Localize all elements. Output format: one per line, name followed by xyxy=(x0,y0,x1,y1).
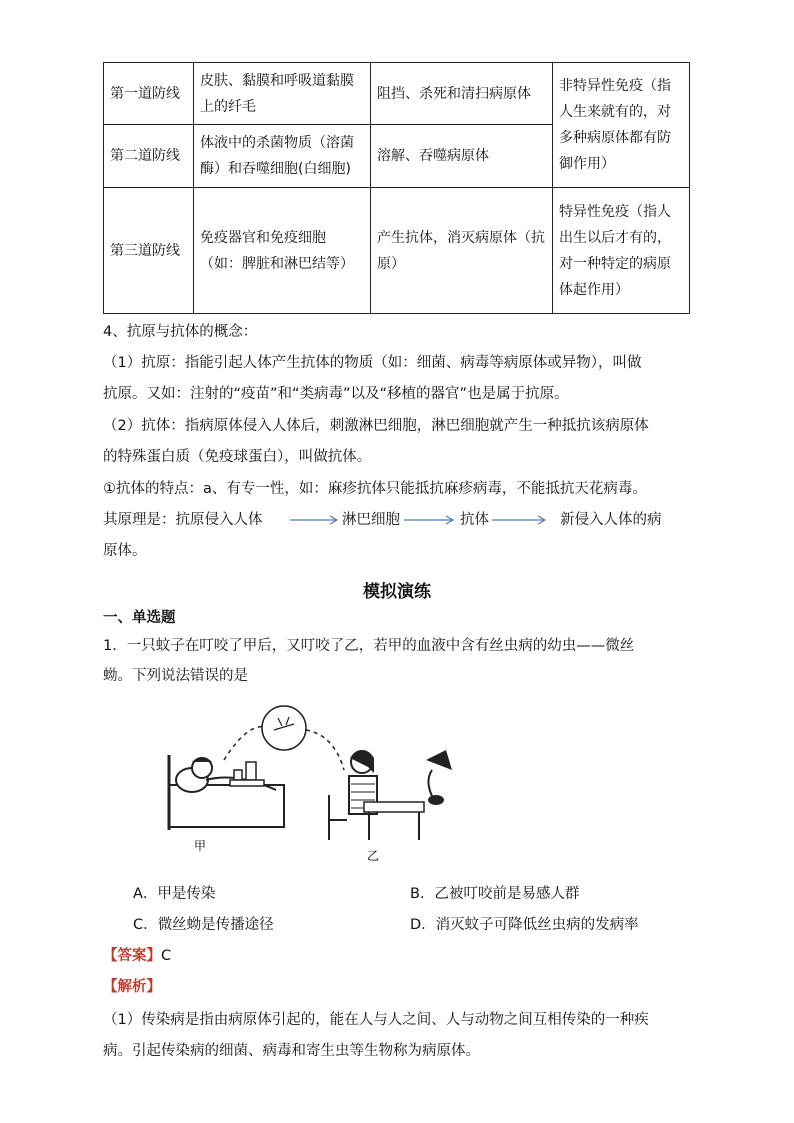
question1-line1: 1．一只蚊子在叮咬了甲后，又叮咬了乙，若甲的血液中含有丝虫病的幼虫——微丝 xyxy=(103,638,635,654)
practice-title: 模拟演练 xyxy=(363,582,431,602)
mosquito-illustration xyxy=(164,700,454,865)
principle-step3: 抗体 xyxy=(460,512,489,528)
option-c[interactable]: C．微丝蚴是传播途径 xyxy=(133,917,274,933)
row1-composition: 皮肤、黏膜和呼吸道黏膜上的纤毛 xyxy=(194,63,371,125)
row2-name: 第二道防线 xyxy=(104,125,194,188)
section4-heading: 4、抗原与抗体的概念： xyxy=(103,324,258,340)
answer-tag: 【答案】 xyxy=(103,948,161,964)
antigen-line2: 抗原。又如：注射的“疫苗”和“类病毒”以及“移植的器官”也是属于抗原。 xyxy=(103,386,569,402)
label-yi: 乙 xyxy=(367,849,380,863)
analysis-tag-text: 【解析】 xyxy=(103,979,161,995)
principle-prefix: 其原理是：抗原侵入人体 xyxy=(103,512,263,528)
row3-name: 第三道防线 xyxy=(104,188,194,314)
antibody-feature: ①抗体的特点：a、有专一性，如：麻疹抗体只能抵抗麻疹病毒，不能抵抗天花病毒。 xyxy=(103,481,647,497)
antibody-line2: 的特殊蛋白质（免疫球蛋白），叫做抗体。 xyxy=(103,449,372,465)
arrow-icon xyxy=(404,515,456,525)
question1-line2: 蚴。下列说法错误的是 xyxy=(103,668,248,684)
type-nonspecific: 非特异性免疫（指人生来就有的，对多种病原体都有防御作用） xyxy=(553,63,690,188)
row1-name: 第一道防线 xyxy=(104,63,194,125)
immune-defense-table xyxy=(103,62,690,314)
principle-step2: 淋巴细胞 xyxy=(342,512,400,528)
answer-value: C xyxy=(161,948,172,964)
row3-function: 产生抗体，消灭病原体（抗原） xyxy=(371,188,553,314)
option-b[interactable]: B．乙被叮咬前是易感人群 xyxy=(410,886,580,902)
row2-composition: 体液中的杀菌物质（溶菌酶）和吞噬细胞(白细胞) xyxy=(194,125,371,188)
type-specific: 特异性免疫（指人出生以后才有的，对一种特定的病原体起作用） xyxy=(553,188,690,314)
row3-composition: 免疫器官和免疫细胞（如：脾脏和淋巴结等） xyxy=(194,188,371,314)
answer-line xyxy=(103,946,171,966)
arrow-icon xyxy=(492,515,548,525)
option-d[interactable]: D．消灭蚊子可降低丝虫病的发病率 xyxy=(410,917,639,933)
arrow-icon xyxy=(290,515,340,525)
analysis-tag xyxy=(103,977,161,997)
row1-function: 阻挡、杀死和清扫病原体 xyxy=(371,63,553,125)
antibody-line1: （2）抗体：指病原体侵入人体后，刺激淋巴细胞，淋巴细胞就产生一种抵抗该病原体 xyxy=(103,418,649,434)
row2-function: 溶解、吞噬病原体 xyxy=(371,125,553,188)
principle-step4: 新侵入人体的病 xyxy=(560,512,662,528)
analysis-line1: （1）传染病是指由病原体引起的，能在人与人之间、人与动物之间互相传染的一种疾 xyxy=(103,1012,649,1028)
principle-tail: 原体。 xyxy=(103,543,147,559)
option-a[interactable]: A．甲是传染 xyxy=(133,886,216,902)
analysis-line2: 病。引起传染病的细菌、病毒和寄生虫等生物称为病原体。 xyxy=(103,1043,480,1059)
label-jia: 甲 xyxy=(194,839,207,853)
section-heading: 一、单选题 xyxy=(103,610,176,626)
antigen-line1: （1）抗原：指能引起人体产生抗体的物质（如：细菌、病毒等病原体或异物），叫做 xyxy=(103,355,642,371)
